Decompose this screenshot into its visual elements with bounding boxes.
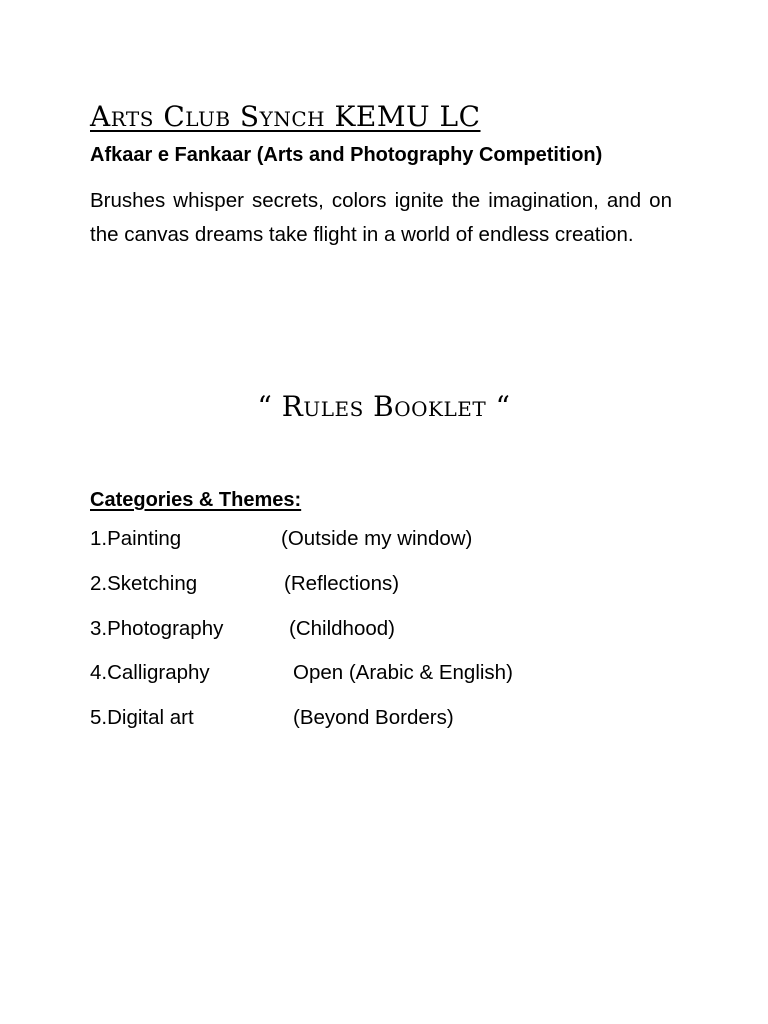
- category-theme: (Outside my window): [281, 527, 473, 550]
- category-theme: (Beyond Borders): [293, 706, 454, 730]
- category-name: 5.Digital art: [90, 706, 194, 730]
- rules-booklet-title: “ Rules Booklet “: [257, 390, 511, 423]
- category-name: 2.Sketching: [90, 571, 198, 595]
- categories-heading: Categories & Themes:: [90, 489, 302, 511]
- category-theme: (Reflections): [284, 571, 400, 595]
- tagline-paragraph: Brushes whisper secrets, colors ignite the imagination, and on the canvas dreams take flight in a world of endless creation.: [90, 189, 672, 246]
- competition-subtitle: Afkaar e Fankaar (Arts and Photography Competition): [90, 144, 603, 166]
- club-title: Arts Club Synch KEMU LC: [90, 100, 481, 133]
- category-name: 4.Calligraphy: [90, 661, 210, 685]
- category-theme: Open (Arabic & English): [293, 661, 513, 685]
- category-name: 1.Painting: [90, 527, 182, 550]
- category-theme: (Childhood): [289, 616, 395, 640]
- category-name: 3.Photography: [90, 616, 224, 640]
